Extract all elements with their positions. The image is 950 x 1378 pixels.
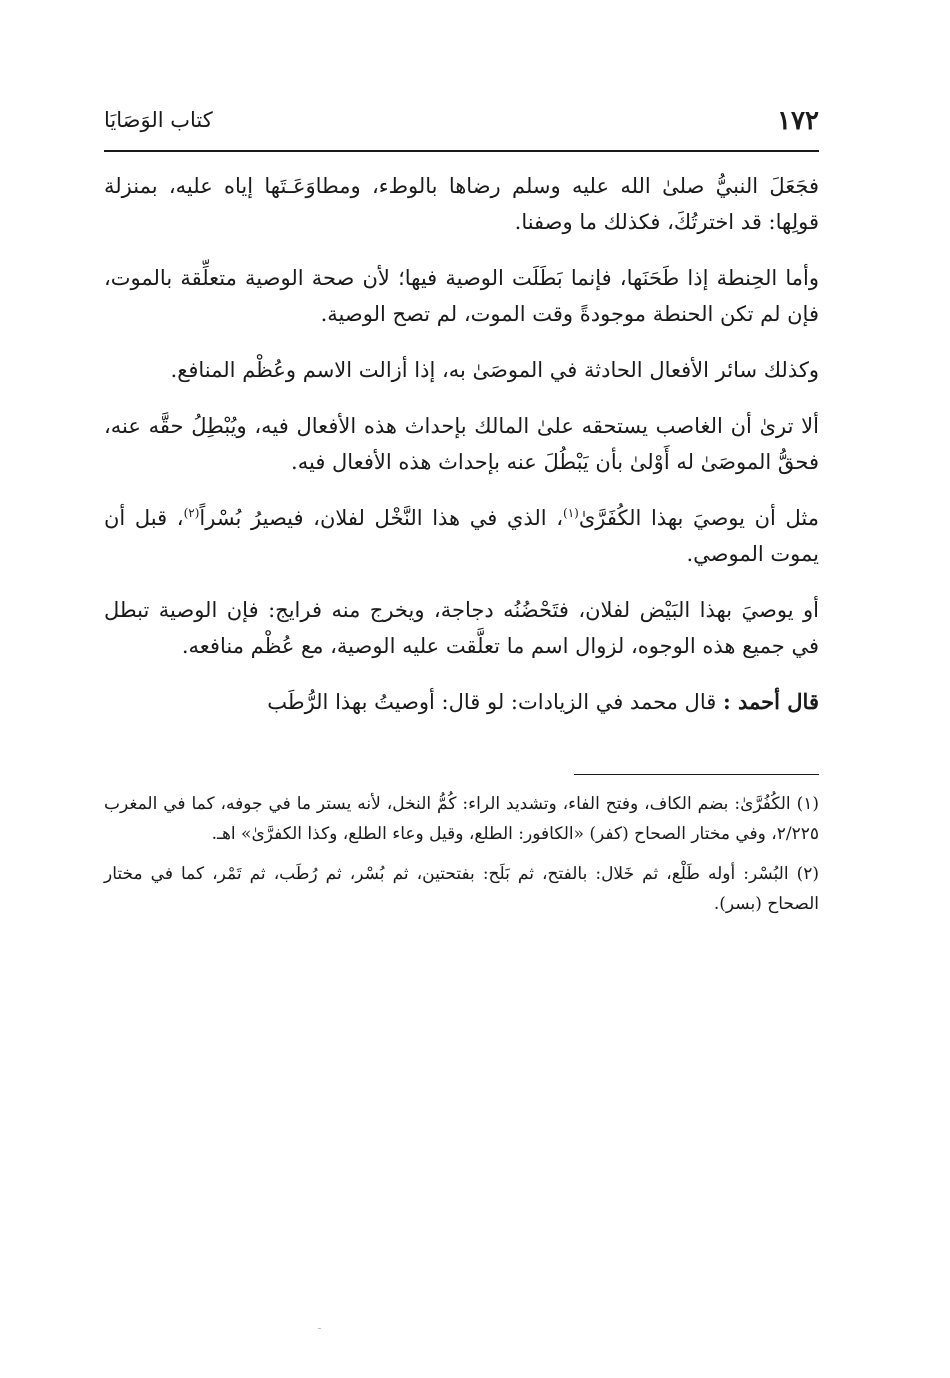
paragraph: فجَعَلَ النبيُّ صلىٰ الله عليه وسلم رضاها بالوطء، ومطاوَعَـتَها إياه عليه، بمنزلة قولِها: قد اخترتُكَ، فكذلك ما وصفنا. [104, 174, 819, 234]
paragraph: ألا ترىٰ أن الغاصب يستحقه علىٰ المالك بإحداث هذه الأفعال فيه، ويُبْطِلُ حقَّه عنه، فحقُّ الموصَىٰ له أَوْلىٰ بأن يَبْطُلَ عنه بإحداث هذه الأفعال فيه. [104, 414, 819, 474]
paragraph-segment: ، الذي في هذا النَّخْل لفلان، فيصيرُ بُسْراً [199, 506, 564, 530]
paragraph-segment: مثل أن يوصيَ بهذا الكُفَرَّىٰ [578, 506, 819, 530]
page-number: ١٧٢ [777, 106, 819, 136]
running-title: كتاب الوَصَايَا [104, 108, 213, 132]
footnote-2: (٢) البُسْر: أوله طَلْع، ثم خَلال: بالفتح، ثم بَلَح: بفتحتين، ثم بُسْر، ثم رُطَب، ثم تَمْر، كما في مختار الصحاح (بسر). [104, 864, 819, 914]
paragraph-segment: ، قبل أن يموت الموصي. [104, 506, 819, 566]
book-page [104, 100, 819, 929]
paragraph-speaker [104, 684, 819, 720]
page-header [104, 100, 819, 152]
footnote-ref-1[interactable]: (١) [563, 506, 579, 520]
footnotes [104, 775, 819, 919]
main-text [104, 168, 819, 720]
paragraph-with-footnote-refs [104, 500, 819, 572]
paragraph: أو يوصيَ بهذا البَيْض لفلان، فتَحْضُنُه دجاجة، ويخرج منه فرايج: فإن الوصية تبطل في جميع هذه الوجوه، لزوال اسم ما تعلَّقت عليه الوصية، مع عُظْم منافعه. [104, 598, 819, 658]
footnote-ref-2[interactable]: (٢) [183, 506, 200, 520]
scan-mark [318, 1328, 321, 1329]
footnote-separator [574, 774, 819, 775]
paragraph-segment: قال محمد في الزيادات: لو قال: أوصيتُ بهذا الرُّطَب [267, 690, 723, 714]
paragraph: وأما الحِنطة إذا طَحَنَها، فإنما بَطَلَت الوصية فيها؛ لأن صحة الوصية متعلِّقة بالموت، فإن لم تكن الحنطة موجودةً وقت الموت، لم تصح الوصية. [104, 266, 819, 326]
footnote-1: (١) الكُفُرَّىٰ: بضم الكاف، وفتح الفاء، وتشديد الراء: كُمُّ النخل، لأنه يستر ما في جوفه، كما في المغرب ٢/٢٢٥، وفي مختار الصحاح (كفر) «الكافور: الطلع، وقيل وعاء الطلع، وكذا الكفرَّىٰ» اهـ. [104, 794, 819, 844]
speaker-label: قال أحمد : [722, 689, 819, 714]
paragraph: وكذلك سائر الأفعال الحادثة في الموصَىٰ به، إذا أزالت الاسم وعُظْم المنافع. [170, 358, 819, 382]
